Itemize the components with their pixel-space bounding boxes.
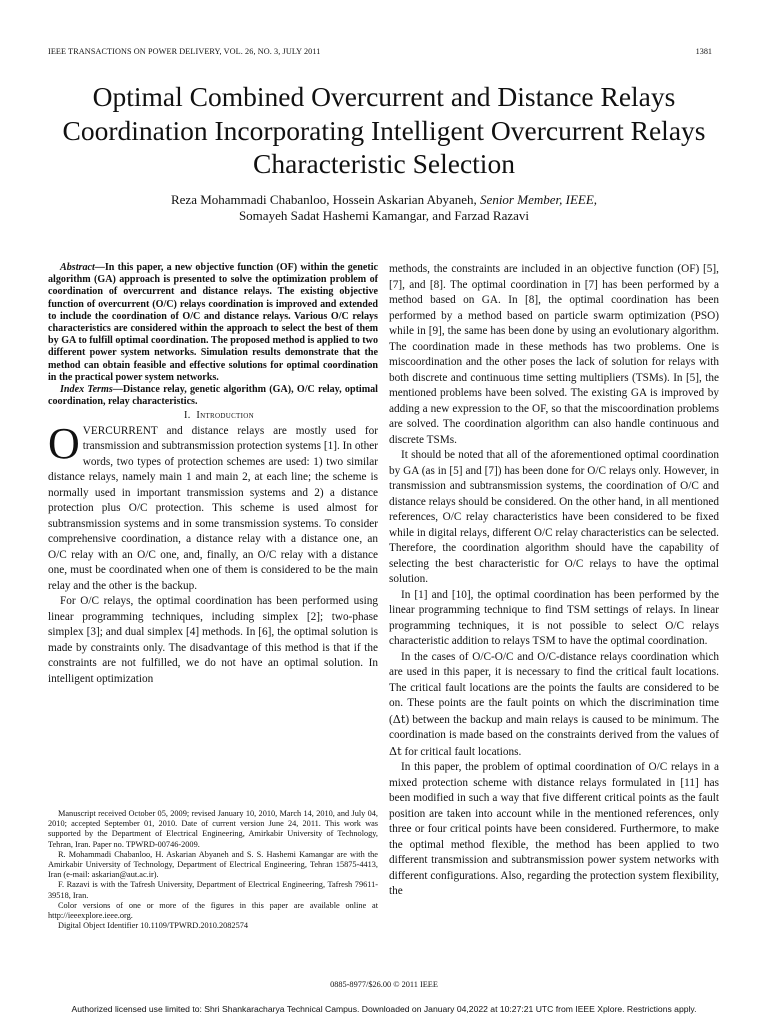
author-line-2: Somayeh Sadat Hashemi Kamangar, and Farzad Razavi (238, 207, 530, 223)
drop-cap: O (48, 418, 80, 468)
running-header-journal: IEEE TRANSACTIONS ON POWER DELIVERY, VOL. 26, NO. 3, JULY 2011 (48, 47, 321, 56)
right-paragraph-2: It should be noted that all of the aforementioned optimal coordination by GA (as in [5] and [7]) has been done for O/C relays only. However, in transmission and subtransmission systems, the coordination of O/C and distance relays should be considered. On the other hand, in all mentioned references, O/C relay characteristics have been considered to be fixed while in digital relays, different O/C relay characteristics can be selected. Therefore, the coordination algorithm should have the capability of selecting the best characteristic for O/C relays to have the optimal solution. (389, 449, 719, 585)
right-paragraph-4b: ) between the backup and main relays is caused to be minimum. The coordination is made based on the constraints derived from the values of (389, 713, 719, 741)
footnote-affiliation-2: F. Razavi is with the Tafresh University, Department of Electrical Engineering, Tafresh 79611-39518, Iran. (48, 880, 378, 900)
right-paragraph-1: methods, the constraints are included in an objective function (OF) [5], [7], and [8]. The optimal coordination in [7] has been performed by a method based on GA. In [8], the optimal coordination has been performed by a method based on particle swarm optimization (PSO) while in [9], the same has been done by using an evolutionary algorithm. The coordination made in these methods has two problems. One is miscoordination and the other poses the lack of solution for relays with both discrete and continuous time setting multipliers (TSMs). In [5], the mentioned problems have been solved. The existing GA is improved by adding a new expression to the OF, so that the miscoordination problems are solved. The coordination algorithm can also handle continuous and discrete TSMs. (389, 263, 719, 446)
index-terms (48, 384, 378, 408)
author-list (30, 192, 738, 223)
intro-paragraph-1-text: VERCURRENT and distance relays are mostly used for transmission and subtransmission protection systems [1]. In other words, two types of protection schemes are used: 1) two similar distance relays, namely main 1 and main 2, at each line; the scheme is normally used in important transmission systems and 2) a distance protection plus O/C protection. This scheme is used almost for subtransmission systems and in some transmission systems. To consider comprehensive coordination, a distance relay with a distance one, an O/C relay with an O/C one, and, finally, an O/C relay with a distance one, must be coordinated when one of them is considered to be the main relay and the other is the backup. (48, 424, 378, 592)
section-title: Introduction (196, 410, 254, 422)
right-paragraph-4c: for critical fault locations. (401, 745, 522, 758)
left-column (48, 262, 378, 687)
delta-t-symbol-2: Δt (389, 744, 402, 758)
right-paragraph-4 (389, 650, 719, 761)
footnote-affiliation-1: R. Mohammadi Chabanloo, H. Askarian Abyaneh and S. S. Hashemi Kamangar are with the Amirkabir University of Technology, Department of Electrical Engineering, Tehran 15875-4413, Iran (e-mail: askarian@aut.ac.ir). (48, 849, 378, 880)
abstract-text: —In this paper, a new objective function (OF) within the genetic algorithm (GA) approach is presented to solve the optimization problem of coordination of overcurrent and distance relays. The existing objective function of overcurrent (O/C) relays coordination is improved and extended to include the coordination of O/C and distance relays. Various O/C relays characteristics are considered within the approach to select the best of them by GA to fulfill optimal coordination. The proposed method is applied to two different power system networks. Simulation results demonstrate that the method can obtain feasible and effective solutions for optimal coordination in the practical power system networks. (48, 262, 378, 383)
section-heading (48, 408, 378, 424)
right-paragraph-4a: In the cases of O/C-O/C and O/C-distance relays coordination which are used in this paper, it is necessary to find the critical fault locations. The critical fault locations are the points the faults are considered to be on. These points are the fault points on which the discrimination time ( (389, 650, 719, 726)
footnotes (48, 809, 378, 931)
delta-t-symbol: Δt (392, 712, 406, 726)
author-role: Senior Member, IEEE, (476, 192, 598, 207)
abstract-label: Abstract (60, 262, 95, 273)
copyright-line: 0885-8977/$26.00 © 2011 IEEE (330, 980, 438, 989)
footnote-manuscript: Manuscript received October 05, 2009; revised January 10, 2010, March 14, 2010, and July 04, 2010; accepted September 01, 2010. Date of current version June 24, 2011. This work was supported by the Department of Electrical Engineering, Amirkabir University of Technology, Tehran, Iran. Paper no. TPWRD-00746-2009. (48, 809, 378, 849)
intro-paragraph-2: For O/C relays, the optimal coordination has been performed using linear programming techniques, including simplex [2]; two-phase simplex [3]; and dual simplex [4] methods. In [6], the optimal solution is made by constraints only. The disadvantage of this method is that if the constraints are not fulfilled, we do not have an optimal solution. In intelligent optimization (48, 595, 378, 685)
paper-title: Optimal Combined Overcurrent and Distance Relays Coordination Incorporating Intelligent Overcurrent Relays Characteristic Selection (62, 81, 706, 179)
author-line-1 (30, 192, 738, 208)
footnote-color: Color versions of one or more of the figures in this paper are available online at http://ieeexplore.ieee.org. (48, 900, 378, 921)
page-number: 1381 (695, 47, 712, 56)
right-paragraph-3: In [1] and [10], the optimal coordination has been performed by the linear programming technique to find TSM settings of relays. In linear programming techniques, it is not possible to select O/C relays characteristic addition to relays TSM to have the optimal coordination. (389, 588, 719, 647)
right-column (389, 262, 719, 900)
license-notice: Authorized licensed use limited to: Shri Shankaracharya Technical Campus. Downloaded on January 04,2022 at 10:27:21 UTC from IEEE Xplore. Restrictions apply. (71, 1004, 697, 1014)
section-number: I. (184, 410, 191, 422)
author-names-1: Reza Mohammadi Chabanloo, Hossein Askarian Abyaneh, (170, 192, 477, 207)
footnote-doi: Digital Object Identifier 10.1109/TPWRD.2010.2082574 (58, 921, 249, 931)
abstract (48, 262, 378, 384)
index-terms-label: Index Terms (60, 384, 113, 396)
index-terms-text: —Distance relay, genetic algorithm (GA), O/C relay, optimal coordination, relay characteristics. (48, 384, 378, 408)
right-paragraph-5: In this paper, the problem of optimal coordination of O/C relays in a mixed protection scheme with distance relays formulated in [11] has been modified in such a way that five different critical points as the fault position are taken into account while in the mentioned references, only three or four critical points have been considered. Furthermore, to make the optimal method flexible, the method has been applied to two different transmission and subtransmission power system networks with different configurations. Also, regarding the protection system flexibility, the (389, 761, 719, 897)
intro-paragraph-1 (48, 418, 378, 595)
